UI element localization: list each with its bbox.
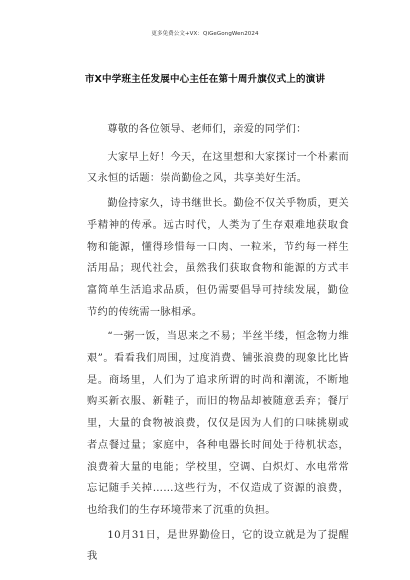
body-paragraph: “一粥一饭，当思来之不易；半丝半缕，恒念物力维艰”。看看我们周围，过度消费、铺张浪费的现象比比皆是。商场里，人们为了追求所谓的时尚和潮流，不断地购买新衣服、新鞋子，而旧的物品却被随意丢弃；餐厅里，大量的食物被浪费，仅仅是因为人们的口味挑剔或者点餐过量；家庭中，各种电器长时间处于待机状态，浪费着大量的电能；学校里，空调、白炽灯、水电常常忘记随手关掉……这些行为，不仅造成了资源的浪费，也给我们的生存环境带来了沉重的负担。 — [87, 331, 349, 516]
header-note: 更多免费公文+VX：QiGeGongWen2024 — [151, 31, 259, 37]
body-paragraph: 10月31日，是世界勤俭日，它的设立就是为了提醒我 — [87, 529, 349, 563]
speech-body — [87, 119, 349, 571]
salutation-paragraph: 尊敬的各位领导、老师们，亲爱的同学们： — [107, 124, 307, 135]
body-paragraph: 大家早上好！今天，在这里想和大家探讨一个朴素而又永恒的话题：崇尚勤俭之风，共享美好生活。 — [87, 151, 349, 185]
document-title: 市X中学班主任发展中心主任在第十周升旗仪式上的演讲 — [84, 74, 326, 85]
body-paragraph: 勤俭持家久，诗书继世长。勤俭不仅关乎物质，更关乎精神的传承。远古时代，人类为了生存艰难地获取食物和能源，懂得珍惜每一口肉、一粒米，节约每一样生活用品；现代社会，虽然我们获取食物和能源的方式丰富简单生活追求品质，但仍需要倡导可持续发展，勤俭节约的传统需一脉相承。 — [87, 198, 349, 318]
